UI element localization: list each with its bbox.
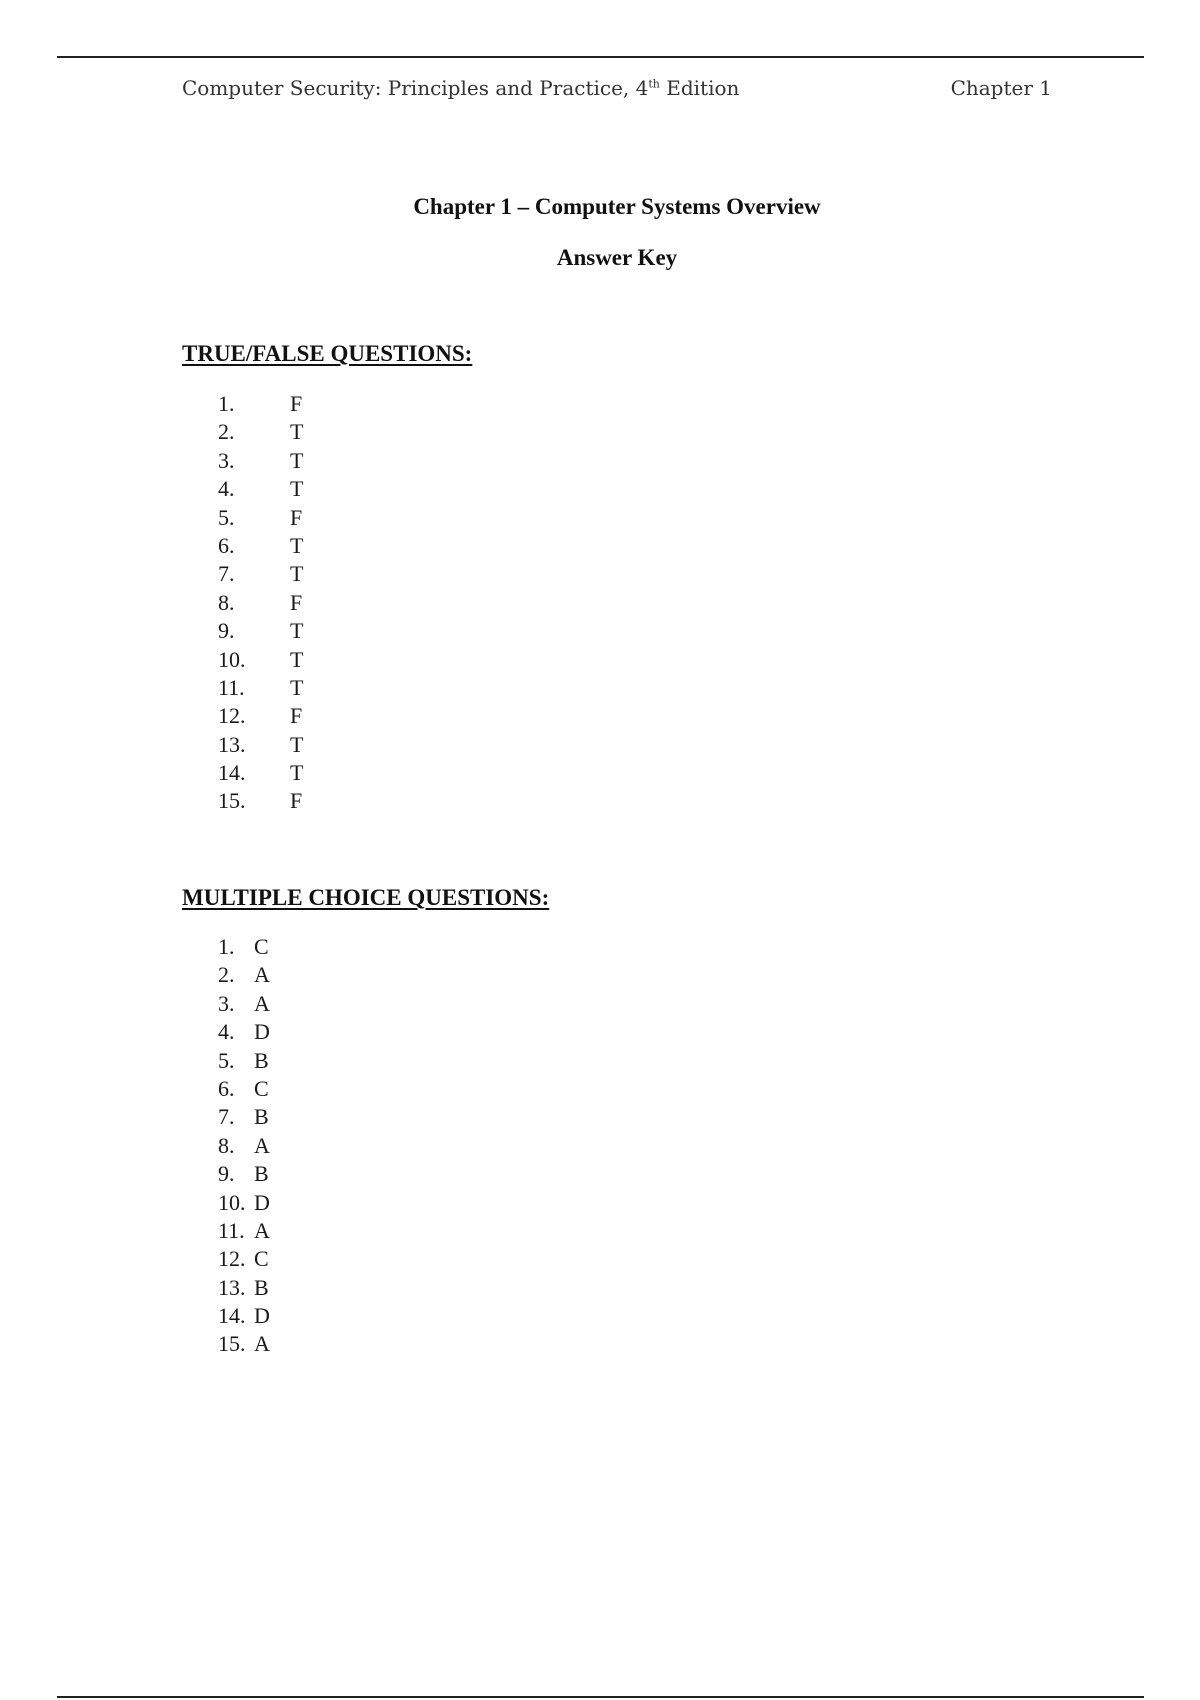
list-item	[218, 1245, 270, 1273]
answer-value: A	[254, 1331, 270, 1357]
question-number: 15.	[218, 1331, 246, 1357]
list-item	[218, 1103, 270, 1131]
page-title: Chapter 1 – Computer Systems Overview	[413, 194, 821, 219]
question-number: 11.	[218, 674, 245, 700]
question-number: 8.	[218, 1132, 235, 1158]
question-number: 7.	[218, 1104, 235, 1130]
list-item	[218, 560, 303, 588]
answer-value: F	[290, 589, 303, 615]
answer-value: T	[290, 646, 304, 672]
list-item	[218, 787, 303, 815]
list-item	[218, 418, 303, 446]
answer-value: A	[254, 1217, 270, 1243]
list-item	[218, 1018, 270, 1046]
header-rule	[57, 56, 1144, 58]
answer-value: A	[254, 1132, 270, 1158]
question-number: 15.	[218, 788, 246, 814]
answer-value: T	[290, 731, 304, 757]
edition-word: Edition	[659, 76, 740, 100]
list-item	[218, 390, 303, 418]
list-item	[218, 1047, 270, 1075]
question-number: 12.	[218, 1246, 246, 1272]
list-item	[218, 1217, 270, 1245]
question-number: 3.	[218, 447, 235, 473]
answer-value: T	[290, 618, 304, 644]
list-item	[218, 1330, 270, 1358]
answer-value: B	[254, 1104, 269, 1130]
footer-rule	[57, 1696, 1144, 1698]
list-item	[218, 1302, 270, 1330]
question-number: 5.	[218, 1047, 235, 1073]
list-item	[218, 1274, 270, 1302]
question-number: 14.	[218, 760, 246, 786]
question-number: 1.	[218, 391, 235, 416]
true-false-heading: TRUE/FALSE QUESTIONS:	[182, 341, 473, 366]
question-number: 10.	[218, 1189, 246, 1215]
list-item	[218, 731, 303, 759]
list-item	[218, 933, 270, 961]
question-number: 4.	[218, 1019, 235, 1045]
answer-value: B	[254, 1161, 269, 1187]
question-number: 9.	[218, 1161, 235, 1187]
question-number: 2.	[218, 419, 235, 445]
question-number: 14.	[218, 1303, 246, 1329]
answer-value: D	[254, 1189, 270, 1215]
answer-value: D	[254, 1019, 270, 1045]
question-number: 11.	[218, 1217, 245, 1243]
list-item	[218, 1075, 270, 1103]
list-item	[218, 475, 303, 503]
question-number: 6.	[218, 532, 235, 558]
answer-value: A	[254, 962, 270, 988]
question-number: 1.	[218, 934, 235, 959]
answer-value: T	[290, 561, 304, 587]
answer-value: T	[290, 419, 304, 445]
question-number: 9.	[218, 618, 235, 644]
answer-value: C	[254, 1246, 269, 1272]
list-item	[218, 759, 303, 787]
question-number: 2.	[218, 962, 235, 988]
list-item	[218, 674, 303, 702]
question-number: 4.	[218, 476, 235, 502]
answer-value: D	[254, 1303, 270, 1329]
running-header-title	[182, 74, 739, 102]
list-item	[218, 961, 270, 989]
question-number: 5.	[218, 504, 235, 530]
book-title-prefix: Computer Security: Principles and Practice, 4	[182, 76, 649, 100]
list-item	[218, 589, 303, 617]
question-number: 3.	[218, 990, 235, 1016]
list-item	[218, 532, 303, 560]
question-number: 6.	[218, 1075, 235, 1101]
answer-value: B	[254, 1047, 269, 1073]
question-number: 7.	[218, 561, 235, 587]
question-number: 12.	[218, 703, 246, 729]
answer-value: T	[290, 760, 304, 786]
page-subtitle: Answer Key	[556, 245, 678, 270]
answer-value: T	[290, 532, 304, 558]
edition-superscript: th	[648, 77, 660, 91]
answer-value: T	[290, 476, 304, 502]
list-item	[218, 646, 303, 674]
running-header-chapter: Chapter 1	[950, 76, 1052, 100]
question-number: 10.	[218, 646, 246, 672]
multiple-choice-heading: MULTIPLE CHOICE QUESTIONS:	[182, 885, 550, 910]
question-number: 8.	[218, 589, 235, 615]
true-false-answer-list	[218, 390, 303, 816]
answer-value: C	[254, 934, 269, 959]
answer-value: A	[254, 990, 270, 1016]
answer-value: F	[290, 504, 303, 530]
multiple-choice-answer-list	[218, 933, 270, 1359]
list-item	[218, 617, 303, 645]
list-item	[218, 447, 303, 475]
list-item	[218, 504, 303, 532]
question-number: 13.	[218, 731, 246, 757]
list-item	[218, 1160, 270, 1188]
list-item	[218, 1132, 270, 1160]
question-number: 13.	[218, 1274, 246, 1300]
answer-value: C	[254, 1075, 269, 1101]
answer-value: T	[290, 447, 304, 473]
list-item	[218, 702, 303, 730]
list-item	[218, 990, 270, 1018]
answer-value: T	[290, 674, 304, 700]
answer-value: F	[290, 788, 303, 814]
answer-value: B	[254, 1274, 269, 1300]
answer-value: F	[290, 391, 303, 416]
answer-value: F	[290, 703, 303, 729]
list-item	[218, 1189, 270, 1217]
